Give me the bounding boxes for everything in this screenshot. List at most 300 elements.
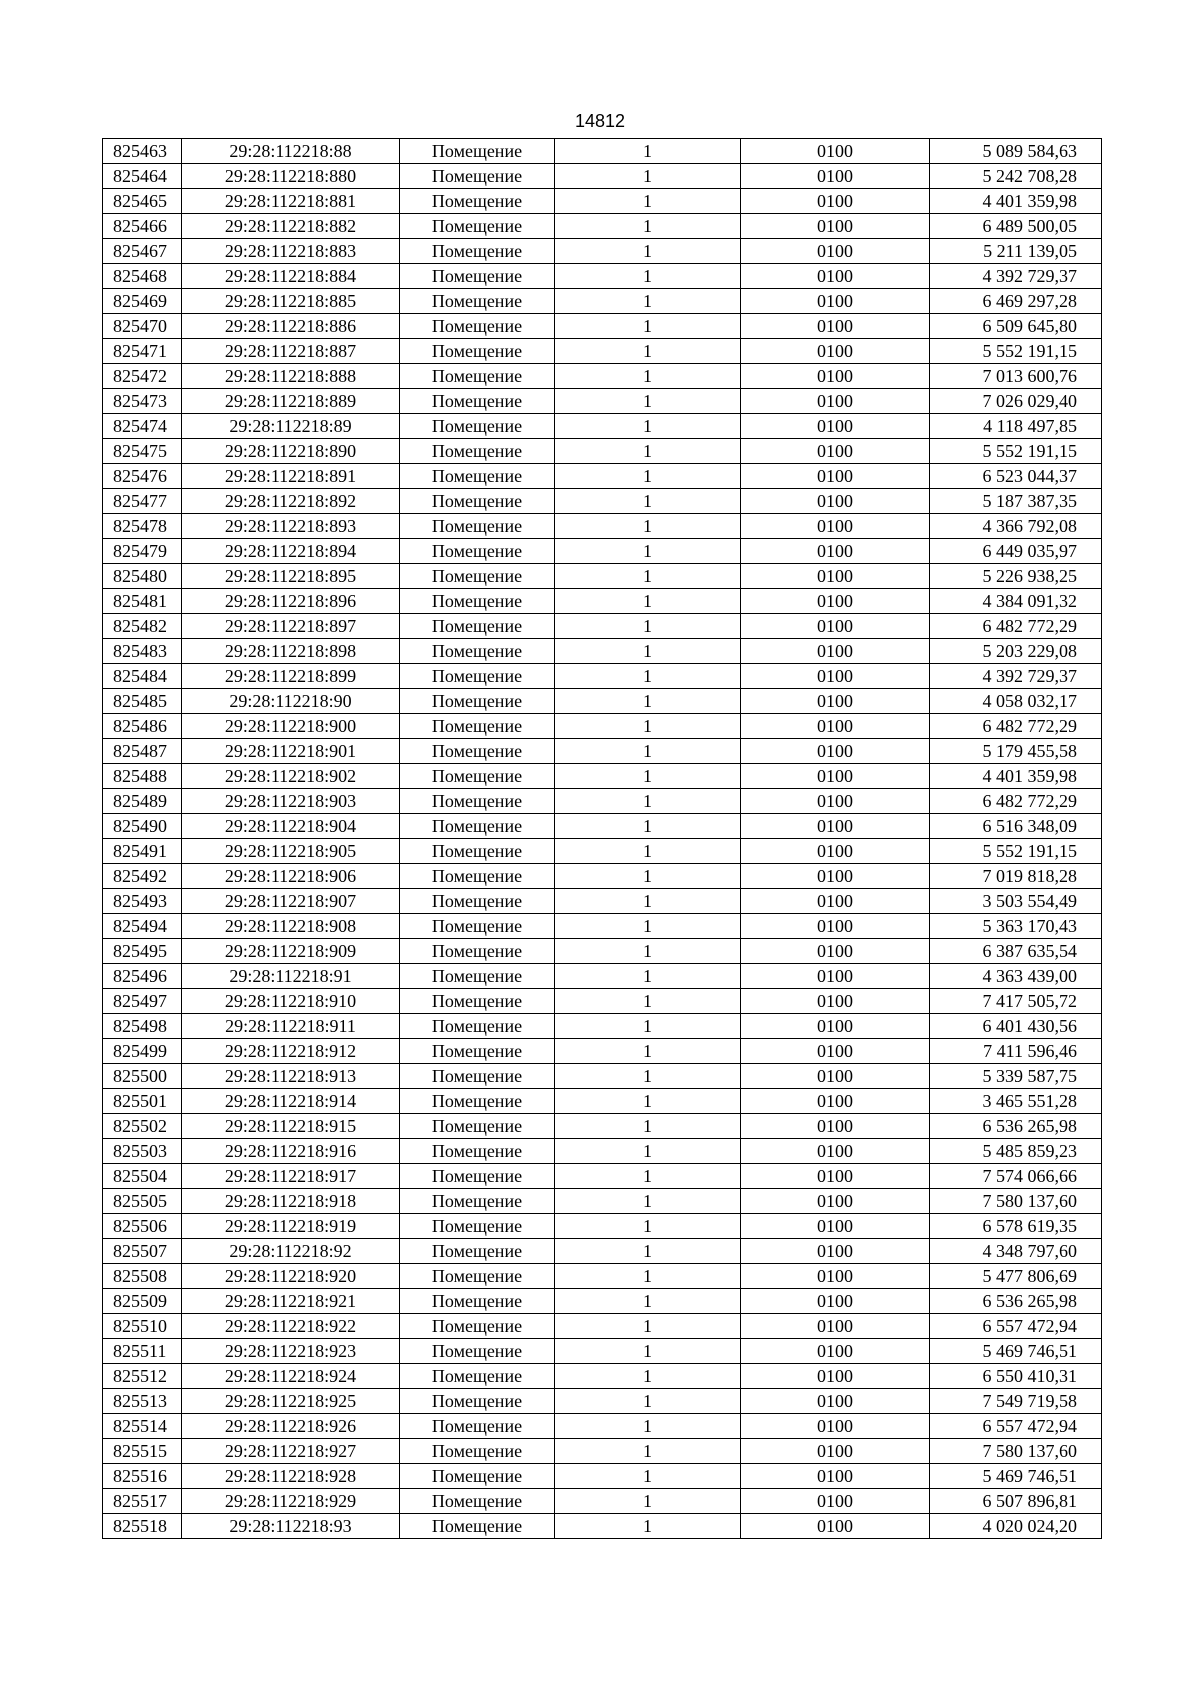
code-cell: 0100 [741,814,930,839]
cadastral-number-cell: 29:28:112218:901 [182,739,400,764]
cadastral-number-cell: 29:28:112218:887 [182,339,400,364]
row-number-cell: 825471 [103,339,182,364]
table-row [103,1489,1102,1514]
cadastral-value-cell: 6 557 472,94 [930,1414,1102,1439]
quantity-cell: 1 [555,1014,741,1039]
cadastral-value-cell: 6 516 348,09 [930,814,1102,839]
table-row [103,314,1102,339]
registry-table [102,138,1102,1539]
object-type-cell: Помещение [400,489,555,514]
quantity-cell: 1 [555,1239,741,1264]
row-number-cell: 825511 [103,1339,182,1364]
cadastral-number-cell: 29:28:112218:922 [182,1314,400,1339]
quantity-cell: 1 [555,539,741,564]
cadastral-number-cell: 29:28:112218:925 [182,1389,400,1414]
cadastral-number-cell: 29:28:112218:914 [182,1089,400,1114]
quantity-cell: 1 [555,1414,741,1439]
object-type-cell: Помещение [400,1139,555,1164]
code-cell: 0100 [741,664,930,689]
cadastral-number-cell: 29:28:112218:897 [182,614,400,639]
cadastral-value-cell: 6 482 772,29 [930,614,1102,639]
cadastral-number-cell: 29:28:112218:894 [182,539,400,564]
cadastral-number-cell: 29:28:112218:909 [182,939,400,964]
code-cell: 0100 [741,1089,930,1114]
cadastral-value-cell: 5 226 938,25 [930,564,1102,589]
code-cell: 0100 [741,1189,930,1214]
code-cell: 0100 [741,1364,930,1389]
cadastral-number-cell: 29:28:112218:908 [182,914,400,939]
row-number-cell: 825477 [103,489,182,514]
table-row [103,214,1102,239]
table-row [103,639,1102,664]
code-cell: 0100 [741,889,930,914]
cadastral-value-cell: 6 449 035,97 [930,539,1102,564]
code-cell: 0100 [741,389,930,414]
row-number-cell: 825492 [103,864,182,889]
quantity-cell: 1 [555,614,741,639]
code-cell: 0100 [741,1139,930,1164]
row-number-cell: 825488 [103,764,182,789]
cadastral-value-cell: 7 580 137,60 [930,1439,1102,1464]
cadastral-number-cell: 29:28:112218:900 [182,714,400,739]
cadastral-value-cell: 7 417 505,72 [930,989,1102,1014]
row-number-cell: 825514 [103,1414,182,1439]
cadastral-value-cell: 5 552 191,15 [930,839,1102,864]
cadastral-value-cell: 5 179 455,58 [930,739,1102,764]
table-row [103,1389,1102,1414]
quantity-cell: 1 [555,1039,741,1064]
table-row [103,814,1102,839]
table-row [103,739,1102,764]
cadastral-value-cell: 4 392 729,37 [930,664,1102,689]
row-number-cell: 825510 [103,1314,182,1339]
cadastral-number-cell: 29:28:112218:882 [182,214,400,239]
row-number-cell: 825479 [103,539,182,564]
cadastral-number-cell: 29:28:112218:917 [182,1164,400,1189]
object-type-cell: Помещение [400,964,555,989]
code-cell: 0100 [741,964,930,989]
quantity-cell: 1 [555,564,741,589]
object-type-cell: Помещение [400,689,555,714]
registry-table-body [103,139,1102,1539]
row-number-cell: 825476 [103,464,182,489]
object-type-cell: Помещение [400,264,555,289]
quantity-cell: 1 [555,1164,741,1189]
object-type-cell: Помещение [400,1464,555,1489]
quantity-cell: 1 [555,439,741,464]
object-type-cell: Помещение [400,414,555,439]
cadastral-value-cell: 4 366 792,08 [930,514,1102,539]
code-cell: 0100 [741,339,930,364]
row-number-cell: 825485 [103,689,182,714]
code-cell: 0100 [741,1314,930,1339]
object-type-cell: Помещение [400,1289,555,1314]
code-cell: 0100 [741,1264,930,1289]
quantity-cell: 1 [555,1339,741,1364]
cadastral-number-cell: 29:28:112218:885 [182,289,400,314]
table-row [103,689,1102,714]
row-number-cell: 825509 [103,1289,182,1314]
cadastral-value-cell: 7 019 818,28 [930,864,1102,889]
object-type-cell: Помещение [400,614,555,639]
object-type-cell: Помещение [400,364,555,389]
cadastral-value-cell: 7 580 137,60 [930,1189,1102,1214]
object-type-cell: Помещение [400,539,555,564]
cadastral-value-cell: 3 503 554,49 [930,889,1102,914]
cadastral-value-cell: 6 523 044,37 [930,464,1102,489]
row-number-cell: 825475 [103,439,182,464]
quantity-cell: 1 [555,289,741,314]
object-type-cell: Помещение [400,1039,555,1064]
table-row [103,864,1102,889]
row-number-cell: 825507 [103,1239,182,1264]
cadastral-number-cell: 29:28:112218:905 [182,839,400,864]
code-cell: 0100 [741,614,930,639]
object-type-cell: Помещение [400,139,555,164]
row-number-cell: 825491 [103,839,182,864]
row-number-cell: 825501 [103,1089,182,1114]
code-cell: 0100 [741,1439,930,1464]
quantity-cell: 1 [555,464,741,489]
object-type-cell: Помещение [400,1414,555,1439]
cadastral-value-cell: 7 411 596,46 [930,1039,1102,1064]
table-row [103,839,1102,864]
table-row [103,789,1102,814]
cadastral-value-cell: 4 384 091,32 [930,589,1102,614]
table-row [103,439,1102,464]
quantity-cell: 1 [555,939,741,964]
quantity-cell: 1 [555,389,741,414]
object-type-cell: Помещение [400,889,555,914]
object-type-cell: Помещение [400,814,555,839]
quantity-cell: 1 [555,314,741,339]
quantity-cell: 1 [555,489,741,514]
object-type-cell: Помещение [400,439,555,464]
table-row [103,1089,1102,1114]
quantity-cell: 1 [555,914,741,939]
cadastral-number-cell: 29:28:112218:890 [182,439,400,464]
object-type-cell: Помещение [400,1364,555,1389]
quantity-cell: 1 [555,164,741,189]
quantity-cell: 1 [555,1264,741,1289]
table-row [103,539,1102,564]
quantity-cell: 1 [555,639,741,664]
table-row [103,989,1102,1014]
object-type-cell: Помещение [400,1489,555,1514]
table-row [103,664,1102,689]
code-cell: 0100 [741,214,930,239]
table-row [103,1239,1102,1264]
quantity-cell: 1 [555,864,741,889]
table-row [103,514,1102,539]
row-number-cell: 825473 [103,389,182,414]
row-number-cell: 825489 [103,789,182,814]
cadastral-value-cell: 5 187 387,35 [930,489,1102,514]
object-type-cell: Помещение [400,1439,555,1464]
quantity-cell: 1 [555,414,741,439]
row-number-cell: 825499 [103,1039,182,1064]
code-cell: 0100 [741,789,930,814]
cadastral-value-cell: 6 550 410,31 [930,1364,1102,1389]
object-type-cell: Помещение [400,339,555,364]
table-row [103,164,1102,189]
cadastral-value-cell: 5 203 229,08 [930,639,1102,664]
code-cell: 0100 [741,714,930,739]
code-cell: 0100 [741,514,930,539]
table-row [103,489,1102,514]
cadastral-number-cell: 29:28:112218:891 [182,464,400,489]
cadastral-number-cell: 29:28:112218:93 [182,1514,400,1539]
object-type-cell: Помещение [400,389,555,414]
quantity-cell: 1 [555,1439,741,1464]
row-number-cell: 825464 [103,164,182,189]
cadastral-number-cell: 29:28:112218:926 [182,1414,400,1439]
object-type-cell: Помещение [400,1164,555,1189]
object-type-cell: Помещение [400,314,555,339]
table-row [103,414,1102,439]
table-row [103,289,1102,314]
quantity-cell: 1 [555,589,741,614]
row-number-cell: 825493 [103,889,182,914]
object-type-cell: Помещение [400,1314,555,1339]
code-cell: 0100 [741,289,930,314]
quantity-cell: 1 [555,889,741,914]
table-row [103,889,1102,914]
code-cell: 0100 [741,739,930,764]
cadastral-number-cell: 29:28:112218:910 [182,989,400,1014]
cadastral-number-cell: 29:28:112218:918 [182,1189,400,1214]
object-type-cell: Помещение [400,1514,555,1539]
table-row [103,1439,1102,1464]
row-number-cell: 825518 [103,1514,182,1539]
cadastral-number-cell: 29:28:112218:886 [182,314,400,339]
row-number-cell: 825478 [103,514,182,539]
quantity-cell: 1 [555,239,741,264]
quantity-cell: 1 [555,1214,741,1239]
cadastral-value-cell: 4 118 497,85 [930,414,1102,439]
cadastral-value-cell: 4 020 024,20 [930,1514,1102,1539]
table-row [103,614,1102,639]
row-number-cell: 825498 [103,1014,182,1039]
quantity-cell: 1 [555,1389,741,1414]
page-number: 14812 [574,111,626,131]
quantity-cell: 1 [555,1489,741,1514]
table-row [103,1514,1102,1539]
code-cell: 0100 [741,914,930,939]
cadastral-value-cell: 6 489 500,05 [930,214,1102,239]
cadastral-value-cell: 4 401 359,98 [930,764,1102,789]
table-row [103,264,1102,289]
object-type-cell: Помещение [400,214,555,239]
code-cell: 0100 [741,639,930,664]
cadastral-number-cell: 29:28:112218:89 [182,414,400,439]
object-type-cell: Помещение [400,1089,555,1114]
object-type-cell: Помещение [400,289,555,314]
code-cell: 0100 [741,439,930,464]
table-row [103,464,1102,489]
quantity-cell: 1 [555,214,741,239]
object-type-cell: Помещение [400,1264,555,1289]
cadastral-number-cell: 29:28:112218:92 [182,1239,400,1264]
quantity-cell: 1 [555,189,741,214]
quantity-cell: 1 [555,514,741,539]
code-cell: 0100 [741,1164,930,1189]
code-cell: 0100 [741,1214,930,1239]
quantity-cell: 1 [555,1514,741,1539]
table-row [103,1339,1102,1364]
table-row [103,1314,1102,1339]
table-row [103,1189,1102,1214]
cadastral-value-cell: 4 058 032,17 [930,689,1102,714]
cadastral-number-cell: 29:28:112218:902 [182,764,400,789]
cadastral-number-cell: 29:28:112218:907 [182,889,400,914]
table-row [103,1064,1102,1089]
code-cell: 0100 [741,139,930,164]
cadastral-value-cell: 6 507 896,81 [930,1489,1102,1514]
row-number-cell: 825480 [103,564,182,589]
code-cell: 0100 [741,414,930,439]
object-type-cell: Помещение [400,864,555,889]
code-cell: 0100 [741,1014,930,1039]
row-number-cell: 825508 [103,1264,182,1289]
cadastral-number-cell: 29:28:112218:91 [182,964,400,989]
cadastral-number-cell: 29:28:112218:888 [182,364,400,389]
cadastral-value-cell: 5 485 859,23 [930,1139,1102,1164]
row-number-cell: 825466 [103,214,182,239]
cadastral-value-cell: 6 509 645,80 [930,314,1102,339]
code-cell: 0100 [741,1289,930,1314]
table-row [103,914,1102,939]
table-row [103,1289,1102,1314]
code-cell: 0100 [741,1389,930,1414]
cadastral-value-cell: 6 469 297,28 [930,289,1102,314]
cadastral-value-cell: 5 363 170,43 [930,914,1102,939]
object-type-cell: Помещение [400,164,555,189]
object-type-cell: Помещение [400,1014,555,1039]
object-type-cell: Помещение [400,1114,555,1139]
table-row [103,964,1102,989]
quantity-cell: 1 [555,1114,741,1139]
row-number-cell: 825468 [103,264,182,289]
quantity-cell: 1 [555,964,741,989]
cadastral-value-cell: 7 026 029,40 [930,389,1102,414]
row-number-cell: 825516 [103,1464,182,1489]
cadastral-number-cell: 29:28:112218:892 [182,489,400,514]
row-number-cell: 825506 [103,1214,182,1239]
row-number-cell: 825504 [103,1164,182,1189]
row-number-cell: 825495 [103,939,182,964]
quantity-cell: 1 [555,1364,741,1389]
code-cell: 0100 [741,564,930,589]
row-number-cell: 825515 [103,1439,182,1464]
code-cell: 0100 [741,864,930,889]
cadastral-number-cell: 29:28:112218:916 [182,1139,400,1164]
code-cell: 0100 [741,1239,930,1264]
cadastral-number-cell: 29:28:112218:889 [182,389,400,414]
code-cell: 0100 [741,364,930,389]
row-number-cell: 825482 [103,614,182,639]
code-cell: 0100 [741,189,930,214]
quantity-cell: 1 [555,1064,741,1089]
cadastral-number-cell: 29:28:112218:911 [182,1014,400,1039]
cadastral-value-cell: 6 387 635,54 [930,939,1102,964]
code-cell: 0100 [741,1064,930,1089]
cadastral-number-cell: 29:28:112218:90 [182,689,400,714]
quantity-cell: 1 [555,1139,741,1164]
code-cell: 0100 [741,1514,930,1539]
object-type-cell: Помещение [400,914,555,939]
code-cell: 0100 [741,1039,930,1064]
code-cell: 0100 [741,764,930,789]
cadastral-value-cell: 5 477 806,69 [930,1264,1102,1289]
object-type-cell: Помещение [400,239,555,264]
code-cell: 0100 [741,589,930,614]
row-number-cell: 825513 [103,1389,182,1414]
row-number-cell: 825502 [103,1114,182,1139]
table-row [103,364,1102,389]
object-type-cell: Помещение [400,1339,555,1364]
quantity-cell: 1 [555,989,741,1014]
cadastral-value-cell: 6 482 772,29 [930,714,1102,739]
table-row [103,1464,1102,1489]
table-row [103,714,1102,739]
table-row [103,339,1102,364]
row-number-cell: 825469 [103,289,182,314]
row-number-cell: 825497 [103,989,182,1014]
object-type-cell: Помещение [400,739,555,764]
object-type-cell: Помещение [400,1064,555,1089]
code-cell: 0100 [741,314,930,339]
code-cell: 0100 [741,239,930,264]
table-row [103,1264,1102,1289]
cadastral-number-cell: 29:28:112218:895 [182,564,400,589]
cadastral-number-cell: 29:28:112218:919 [182,1214,400,1239]
cadastral-value-cell: 4 392 729,37 [930,264,1102,289]
cadastral-value-cell: 6 401 430,56 [930,1014,1102,1039]
row-number-cell: 825490 [103,814,182,839]
object-type-cell: Помещение [400,1189,555,1214]
table-row [103,1164,1102,1189]
object-type-cell: Помещение [400,564,555,589]
cadastral-number-cell: 29:28:112218:896 [182,589,400,614]
object-type-cell: Помещение [400,1214,555,1239]
object-type-cell: Помещение [400,714,555,739]
cadastral-number-cell: 29:28:112218:913 [182,1064,400,1089]
cadastral-value-cell: 6 536 265,98 [930,1289,1102,1314]
table-row [103,139,1102,164]
cadastral-value-cell: 5 552 191,15 [930,439,1102,464]
cadastral-number-cell: 29:28:112218:899 [182,664,400,689]
quantity-cell: 1 [555,1289,741,1314]
cadastral-value-cell: 5 211 139,05 [930,239,1102,264]
table-row [103,1114,1102,1139]
table-row [103,1414,1102,1439]
cadastral-number-cell: 29:28:112218:927 [182,1439,400,1464]
table-row [103,1014,1102,1039]
code-cell: 0100 [741,1464,930,1489]
object-type-cell: Помещение [400,189,555,214]
table-row [103,764,1102,789]
row-number-cell: 825467 [103,239,182,264]
cadastral-value-cell: 5 469 746,51 [930,1339,1102,1364]
row-number-cell: 825472 [103,364,182,389]
object-type-cell: Помещение [400,514,555,539]
row-number-cell: 825496 [103,964,182,989]
cadastral-number-cell: 29:28:112218:881 [182,189,400,214]
object-type-cell: Помещение [400,989,555,1014]
cadastral-value-cell: 6 557 472,94 [930,1314,1102,1339]
row-number-cell: 825470 [103,314,182,339]
